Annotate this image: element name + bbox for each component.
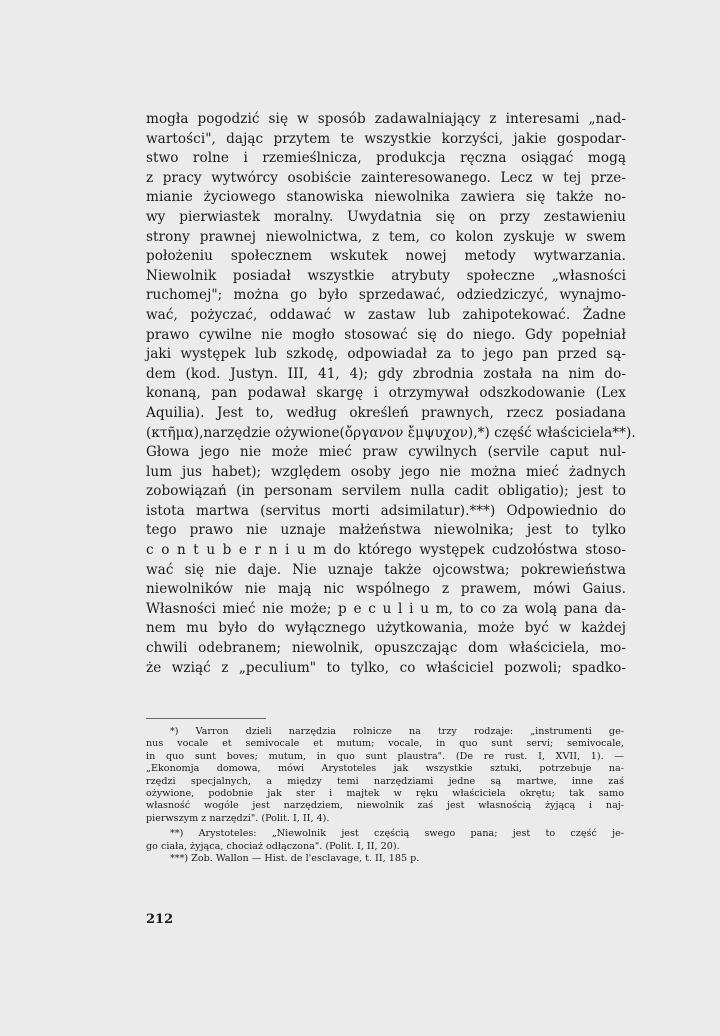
text-line: niewolników nie mają nic wspólnego z prawem, mówi Gaius. (146, 581, 626, 598)
footnote-line: ożywione, podobnie jak ster i majtek w ręku właściciela okrętu; tak samo (146, 787, 624, 799)
text-line: mianie życiowego stanowiska niewolnika zawiera się także no- (146, 189, 626, 206)
footnote-3 (146, 853, 624, 865)
footnote-line: in quo sunt boves; mutum, in quo sunt plaustra". (De re rust. I, XVII, 1). — (146, 750, 624, 762)
footnote-line: ***) Zob. Wallon — Hist. de l'esclavage, t. II, 185 p. (170, 852, 420, 864)
footnote-1 (146, 726, 624, 825)
main-text (146, 110, 636, 678)
text-line: Aquilia). Jest to, według określeń prawnych, rzecz posiadana (146, 404, 626, 421)
text-line: Głowa jego nie może mieć praw cywilnych (servile caput nul- (146, 444, 626, 461)
text-line: wać się nie daje. Nie uznaje także ojcowstwa; pokrewieństwa (146, 561, 626, 578)
footnote-line: nus vocale et semivocale et mutum; vocale, in quo sunt servi; semivocale, (146, 738, 624, 750)
text-line: wy pierwiastek moralny. Uwydatnia się on przy zestawieniu (146, 208, 626, 225)
footnote-line: rzędzi specjalnych, a między temi narzędziami jedne są martwe, inne zaś (146, 775, 624, 787)
text-line: chwili odebranem; niewolnik, opuszczając dom właściciela, mo- (146, 640, 626, 657)
text-line: konaną, pan podawał skargę i otrzymywał odszkodowanie (Lex (146, 385, 626, 402)
text-line: c o n t u b e r n i u m do którego występek cudzołóstwa stoso- (146, 542, 626, 559)
text-line: tego prawo nie uznaje małżeństwa niewolnika; jest to tylko (146, 522, 626, 539)
text-line: mogła pogodzić się w sposób zadawalniający z interesami „nad- (146, 111, 626, 127)
text-line: stwo rolne i rzemieślnicza, produkcja ręczna osiągać mogą (146, 150, 626, 167)
text-line: zobowiązań (in personam servilem nulla cadit obligatio); jest to (146, 483, 626, 500)
footnote-line: *) Varron dzieli narzędzia rolnicze na trzy rodzaje: „instrumenti ge- (170, 726, 624, 737)
footnote-line: pierwszym z narzędzi". (Polit. I, II, 4). (146, 812, 330, 824)
text-line: Własności mieć nie może; p e c u l i u m, to co za wolą pana da- (146, 600, 626, 617)
text-line: z pracy wytwórcy osobiście zainteresowanego. Lecz w tej prze- (146, 169, 626, 186)
footnotes (146, 726, 624, 865)
footnote-line: „Ekonomja domowa, mówi Arystoteles jak wszystkie sztuki, potrzebuje na- (146, 763, 624, 775)
text-line: położeniu społecznem wskutek nowej metody wytwarzania. (146, 248, 626, 265)
footnote-2 (146, 828, 624, 853)
text-line: prawo cywilne nie mogło stosować się do niego. Gdy popełniał (146, 326, 626, 343)
text-line: lum jus habet); względem osoby jego nie można mieć żadnych (146, 463, 626, 480)
text-line: dem (kod. Justyn. III, 41, 4); gdy zbrodnia została na nim do- (146, 365, 626, 382)
text-line: Niewolnik posiadał wszystkie atrybuty społeczne „własności (146, 267, 626, 284)
footnote-line: **) Arystoteles: „Niewolnik jest częścią swego pana; jest to część je- (170, 828, 624, 840)
text-line: jaki występek lub szkodę, odpowiadał za to jego pan przed są- (146, 346, 626, 363)
text-line: że wziąć z „peculium" to tylko, co właściciel pozwoli; spadko- (146, 659, 626, 676)
footnote-divider (146, 718, 266, 719)
text-line: ruchomej"; można go było sprzedawać, odziedziczyć, wynajmo- (146, 287, 626, 304)
text-line: (κτῆμα),narzędzie ożywione(ὄργανον ἔμψυχον),*) część właściciela**). (146, 424, 636, 441)
text-line: strony prawnej niewolnictwa, z tem, co kolon zyskuje w swem (146, 228, 626, 245)
page-number: 212 (146, 912, 174, 927)
text-line: nem mu było do wyłącznego użytkowania, może być w każdej (146, 620, 626, 637)
text-line: wartości", dając przytem te wszystkie korzyści, jakie gospodar- (146, 130, 626, 147)
footnote-line: własność wogóle jest narzędziem, niewolnik zaś jest własnością żyjącą i naj- (146, 800, 624, 812)
text-line: istota martwa (servitus morti adsimilatur).***) Odpowiednio do (146, 502, 626, 519)
text-line: wać, pożyczać, oddawać w zastaw lub zahipotekować. Żadne (146, 306, 626, 323)
footnote-line: go ciała, żyjąca, chociaż odłączona". (Polit. I, II, 20). (146, 840, 400, 852)
